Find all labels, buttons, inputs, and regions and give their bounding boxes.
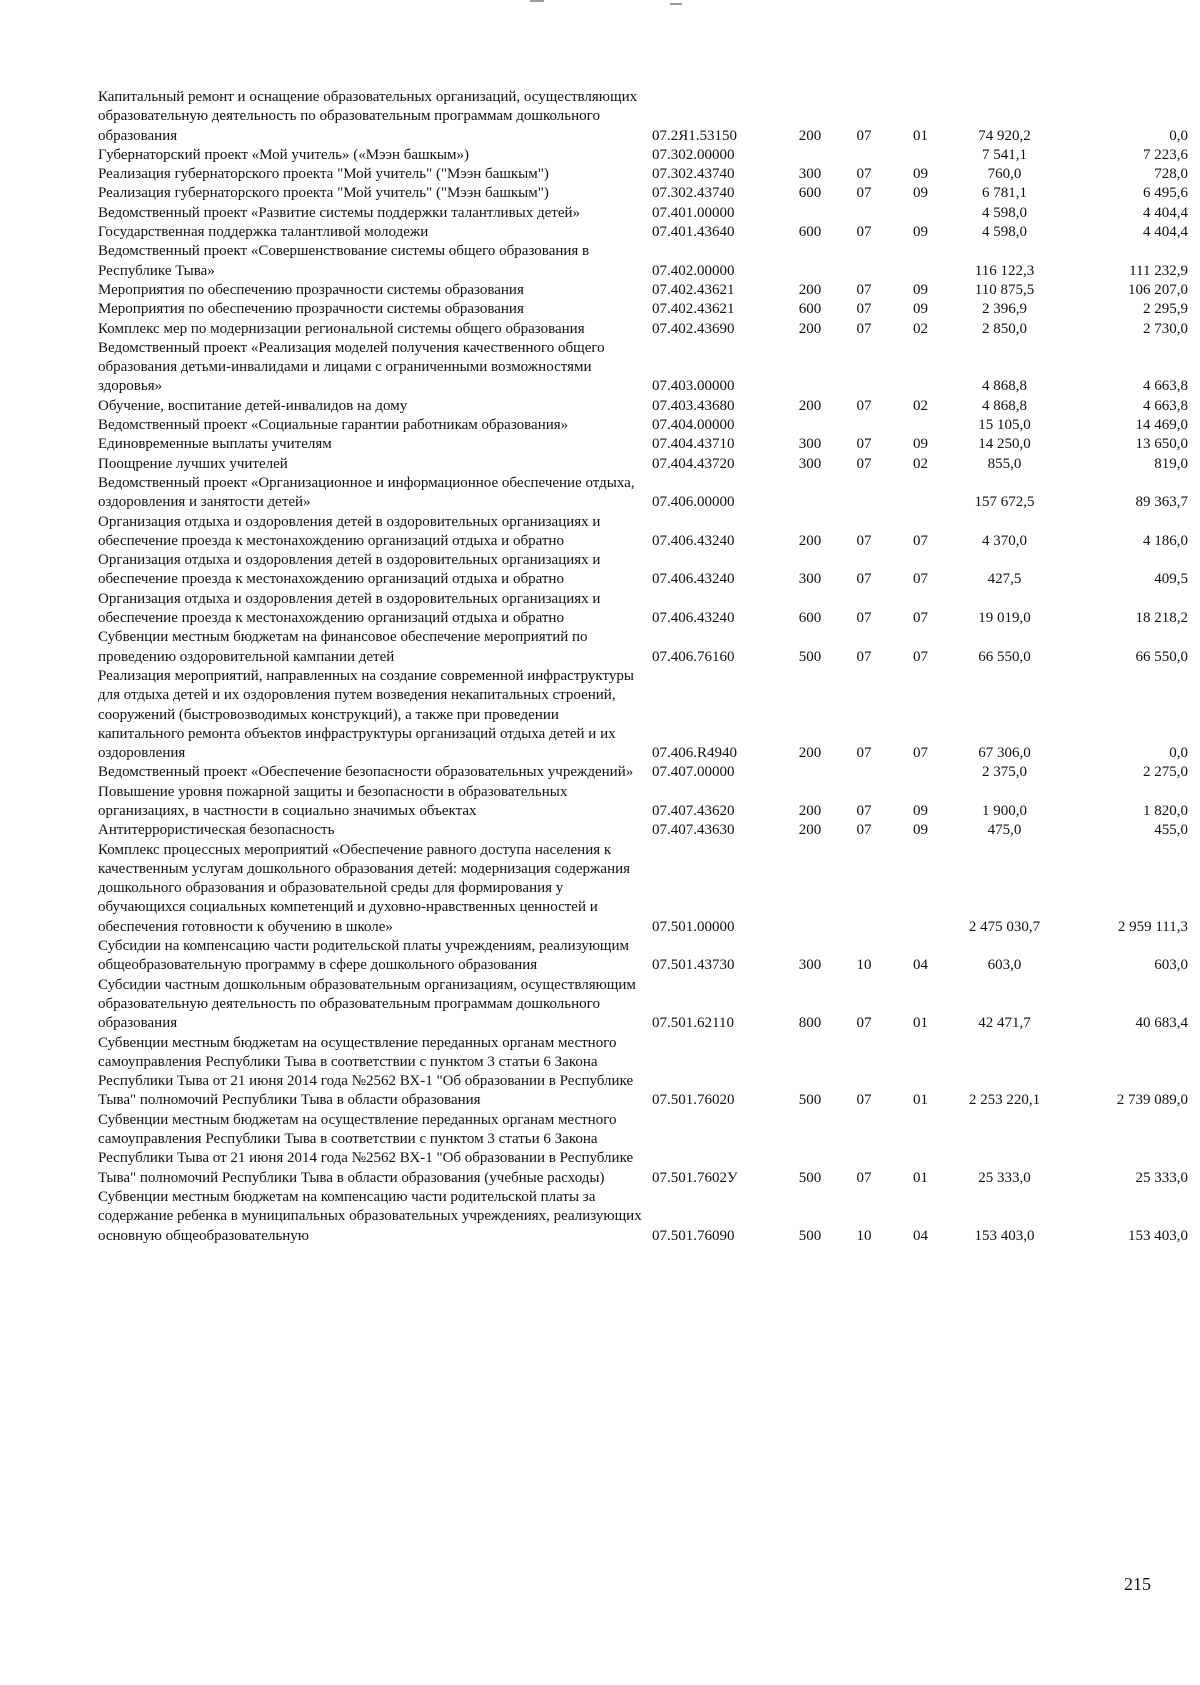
- row-pr: 09: [913, 301, 928, 318]
- row-pr: 09: [913, 166, 928, 183]
- row-vr: [785, 416, 835, 435]
- row-pr: [893, 204, 948, 223]
- row-name: Ведомственный проект «Совершенствование системы общего образования в Республике Тыва»: [98, 243, 590, 279]
- row-pr: 04: [913, 1227, 928, 1244]
- row-rz: 07: [856, 1015, 872, 1032]
- row-name: Мероприятия по обеспечению прозрачности системы образования: [98, 301, 524, 318]
- row-amount-year1: 2 475 030,7: [968, 918, 1041, 935]
- row-code: 07.404.43710: [652, 436, 735, 453]
- row-rz: 07: [856, 166, 872, 183]
- row-amount-year1: 74 920,2: [978, 127, 1031, 144]
- row-name: Комплекс процессных мероприятий «Обеспечение равного доступа населения к качественным услугам дошкольного образования детей: модернизация содержания дошкольного образования и образовательной среды для формирования у обучающихся социальных компетенций и духовно-нравственных ценностей и обеспечения готовности к обучению в школе»: [98, 841, 631, 935]
- row-rz: 07: [856, 436, 872, 453]
- row-rz: 10: [856, 957, 872, 974]
- row-amount-year1: 427,5: [987, 571, 1022, 588]
- row-amount-year2: 66 550,0: [1135, 648, 1188, 665]
- row-rz: [835, 242, 893, 281]
- row-vr: 200: [798, 822, 822, 839]
- table-row: [98, 590, 1200, 629]
- row-amount-year1: 4 868,8: [982, 378, 1027, 395]
- row-name: Субвенции местным бюджетам на осуществление переданных органам местного самоуправления Республики Тыва в соответствии с пунктом 3 статьи 6 Закона Республики Тыва от 21 июня 2014 года №2562 ВХ-1 "Об образовании в Республике Тыва" полномочий Республики Тыва в области образования: [98, 1034, 634, 1109]
- row-vr: 600: [798, 224, 822, 241]
- row-amount-year1: 2 375,0: [982, 764, 1027, 781]
- row-rz: 07: [856, 455, 872, 472]
- table-row: [98, 763, 1200, 782]
- row-pr: 07: [913, 532, 928, 549]
- row-pr: [893, 474, 948, 513]
- row-pr: 09: [913, 281, 928, 298]
- row-rz: 07: [856, 648, 872, 665]
- row-amount-year2: 106 207,0: [1128, 281, 1188, 298]
- table-row: [98, 397, 1200, 416]
- row-pr: 09: [913, 802, 928, 819]
- row-code: 07.501.76090: [652, 1227, 735, 1244]
- row-vr: [785, 763, 835, 782]
- row-rz: 07: [856, 301, 872, 318]
- row-code: 07.2Я1.53150: [652, 127, 738, 144]
- row-name: Государственная поддержка талантливой молодежи: [98, 224, 429, 241]
- row-name: Губернаторский проект «Мой учитель» («Мээн башкым»): [98, 146, 469, 163]
- row-amount-year2: 2 739 089,0: [1116, 1092, 1188, 1109]
- row-name: Субсидии на компенсацию части родительской платы учреждениям, реализующим общеобразовательную программу в сфере дошкольного образования: [98, 938, 629, 974]
- table-row: [98, 1034, 1200, 1111]
- row-vr: 600: [798, 610, 822, 627]
- table-row: [98, 841, 1200, 937]
- row-vr: 800: [798, 1015, 822, 1032]
- row-amount-year1: 15 105,0: [978, 417, 1031, 434]
- row-rz: 10: [856, 1227, 872, 1244]
- row-amount-year2: 18 218,2: [1135, 610, 1188, 627]
- row-code: 07.402.43621: [652, 301, 735, 318]
- row-pr: 09: [913, 224, 928, 241]
- row-rz: [835, 416, 893, 435]
- row-name: Антитеррористическая безопасность: [98, 822, 335, 839]
- row-amount-year2: 2 275,0: [1143, 764, 1188, 781]
- row-code: 07.501.00000: [652, 918, 735, 935]
- row-name: Капитальный ремонт и оснащение образовательных организаций, осуществляющих образовательную деятельность по образовательным программам дошкольного образования: [98, 89, 638, 144]
- row-amount-year2: 0,0: [1169, 745, 1188, 762]
- row-amount-year2: 7 223,6: [1143, 146, 1188, 163]
- row-code: 07.401.43640: [652, 224, 735, 241]
- row-name: Мероприятия по обеспечению прозрачности системы образования: [98, 281, 524, 298]
- row-code: 07.407.43630: [652, 822, 735, 839]
- row-vr: [785, 841, 835, 937]
- table-row: [98, 416, 1200, 435]
- row-code: 07.302.00000: [652, 146, 735, 163]
- table-row: [98, 628, 1200, 667]
- row-code: 07.407.43620: [652, 802, 735, 819]
- row-amount-year1: 7 541,1: [982, 146, 1027, 163]
- row-code: 07.402.43621: [652, 281, 735, 298]
- row-vr: [785, 242, 835, 281]
- row-amount-year2: 13 650,0: [1135, 436, 1188, 453]
- row-code: 07.406.43240: [652, 571, 735, 588]
- table-row: [98, 320, 1200, 339]
- row-amount-year2: 4 663,8: [1143, 378, 1188, 395]
- row-code: 07.402.43690: [652, 320, 735, 337]
- row-code: 07.403.00000: [652, 378, 735, 395]
- row-amount-year1: 4 868,8: [982, 397, 1027, 414]
- row-amount-year1: 42 471,7: [978, 1015, 1031, 1032]
- row-name: Ведомственный проект «Социальные гарантии работникам образования»: [98, 417, 569, 434]
- row-rz: 07: [856, 1092, 872, 1109]
- row-rz: 07: [856, 397, 872, 414]
- row-vr: 600: [798, 185, 822, 202]
- row-amount-year2: 14 469,0: [1135, 417, 1188, 434]
- table-row: [98, 513, 1200, 552]
- row-vr: 300: [798, 957, 822, 974]
- row-amount-year2: 1 820,0: [1143, 802, 1188, 819]
- table-row: [98, 146, 1200, 165]
- row-amount-year1: 475,0: [987, 822, 1022, 839]
- row-amount-year1: 4 598,0: [982, 204, 1027, 221]
- row-pr: [893, 146, 948, 165]
- row-code: 07.302.43740: [652, 185, 735, 202]
- table-row: [98, 783, 1200, 822]
- row-amount-year2: 4 404,4: [1143, 224, 1188, 241]
- row-code: 07.406.00000: [652, 494, 735, 511]
- row-rz: [835, 146, 893, 165]
- row-name: Реализация мероприятий, направленных на создание современной инфраструктуры для отдыха детей и их оздоровления путем возведения некапитальных строений, сооружений (быстровозводимых конструкций), а также при проведении капитального ремонта объектов инфраструктуры организаций отдыха детей и их оздоровления: [98, 667, 634, 762]
- row-name: Реализация губернаторского проекта "Мой учитель" ("Мээн башкым"): [98, 166, 549, 183]
- table-row: [98, 165, 1200, 184]
- row-pr: [893, 339, 948, 397]
- row-code: 07.302.43740: [652, 166, 735, 183]
- row-rz: 07: [856, 571, 872, 588]
- row-amount-year1: 2 850,0: [982, 320, 1027, 337]
- row-amount-year2: 89 363,7: [1135, 494, 1188, 511]
- row-vr: 200: [798, 802, 822, 819]
- row-rz: 07: [856, 1169, 872, 1186]
- row-pr: 07: [913, 571, 928, 588]
- row-amount-year1: 19 019,0: [978, 610, 1031, 627]
- table-row: [98, 242, 1200, 281]
- row-pr: 04: [913, 957, 928, 974]
- row-name: Ведомственный проект «Реализация моделей получения качественного общего образования детьми-инвалидами и лицами с ограниченными возможностями здоровья»: [98, 339, 605, 395]
- row-amount-year1: 4 598,0: [982, 224, 1027, 241]
- row-pr: 01: [913, 1169, 928, 1186]
- row-code: 07.407.00000: [652, 764, 735, 781]
- row-code: 07.402.00000: [652, 262, 735, 279]
- row-amount-year1: 66 550,0: [978, 648, 1031, 665]
- table-row: [98, 88, 1200, 146]
- row-name: Повышение уровня пожарной защиты и безопасности в образовательных организациях, в частности в социально значимых объектах: [98, 783, 568, 819]
- row-name: Единовременные выплаты учителям: [98, 436, 332, 453]
- row-vr: 200: [798, 745, 822, 762]
- row-amount-year1: 603,0: [987, 957, 1022, 974]
- row-vr: 200: [798, 127, 822, 144]
- row-amount-year2: 40 683,4: [1135, 1015, 1188, 1032]
- row-rz: 07: [856, 185, 872, 202]
- row-vr: 200: [798, 532, 822, 549]
- row-amount-year1: 25 333,0: [978, 1169, 1031, 1186]
- row-amount-year1: 4 370,0: [982, 532, 1027, 549]
- row-vr: 300: [798, 571, 822, 588]
- row-rz: 07: [856, 320, 872, 337]
- row-amount-year1: 14 250,0: [978, 436, 1031, 453]
- row-vr: [785, 204, 835, 223]
- row-amount-year2: 2 959 111,3: [1117, 918, 1188, 935]
- row-amount-year2: 603,0: [1154, 957, 1188, 974]
- row-rz: [835, 339, 893, 397]
- budget-table: [98, 88, 1200, 1246]
- row-amount-year2: 4 404,4: [1143, 204, 1188, 221]
- row-amount-year2: 111 232,9: [1129, 262, 1188, 279]
- row-amount-year1: 760,0: [987, 166, 1022, 183]
- row-rz: [835, 763, 893, 782]
- row-amount-year1: 110 875,5: [974, 281, 1035, 298]
- row-vr: 200: [798, 397, 822, 414]
- row-code: 07.401.00000: [652, 204, 735, 221]
- row-name: Комплекс мер по модернизации региональной системы общего образования: [98, 320, 585, 337]
- scan-artifact: [530, 0, 544, 2]
- table-row: [98, 551, 1200, 590]
- row-name: Организация отдыха и оздоровления детей в оздоровительных организациях и обеспечение проезда к местонахождению организаций отдыха и обратно: [98, 552, 601, 588]
- row-code: 07.406.43240: [652, 532, 735, 549]
- row-amount-year1: 855,0: [987, 455, 1022, 472]
- table-row: [98, 184, 1200, 203]
- row-rz: 07: [856, 224, 872, 241]
- row-amount-year2: 819,0: [1154, 455, 1188, 472]
- row-amount-year2: 4 663,8: [1143, 397, 1188, 414]
- row-code: 07.501.43730: [652, 957, 735, 974]
- row-vr: 300: [798, 436, 822, 453]
- row-rz: 07: [856, 822, 872, 839]
- row-code: 07.406.76160: [652, 648, 735, 665]
- row-rz: [835, 474, 893, 513]
- row-vr: [785, 339, 835, 397]
- row-vr: 500: [798, 1092, 822, 1109]
- row-rz: 07: [856, 281, 872, 298]
- row-rz: [835, 841, 893, 937]
- row-amount-year2: 0,0: [1169, 127, 1188, 144]
- row-vr: [785, 474, 835, 513]
- row-name: Реализация губернаторского проекта "Мой учитель" ("Мээн башкым"): [98, 185, 549, 202]
- row-code: 07.406.43240: [652, 610, 735, 627]
- row-pr: 01: [913, 1092, 928, 1109]
- row-code: 07.404.43720: [652, 455, 735, 472]
- row-pr: [893, 242, 948, 281]
- row-amount-year1: 153 403,0: [974, 1227, 1035, 1244]
- row-vr: 300: [798, 166, 822, 183]
- row-pr: 09: [913, 822, 928, 839]
- row-name: Субвенции местным бюджетам на финансовое обеспечение мероприятий по проведению оздоровительной кампании детей: [98, 629, 588, 665]
- row-amount-year2: 25 333,0: [1135, 1169, 1188, 1186]
- table-row: [98, 300, 1200, 319]
- table-row: [98, 937, 1200, 976]
- row-name: Субвенции местным бюджетам на осуществление переданных органам местного самоуправления Республики Тыва в соответствии с пунктом 3 статьи 6 Закона Республики Тыва от 21 июня 2014 года №2562 ВХ-1 "Об образовании в Республике Тыва" полномочий Республики Тыва в области образования (учебные расходы): [98, 1111, 634, 1186]
- row-code: 07.501.76020: [652, 1092, 735, 1109]
- row-amount-year1: 67 306,0: [978, 745, 1031, 762]
- row-name: Субсидии частным дошкольным образовательным организациям, осуществляющим образовательную деятельность по образовательным программам дошкольного образования: [98, 976, 636, 1032]
- row-vr: 500: [798, 1227, 822, 1244]
- row-rz: [835, 204, 893, 223]
- row-vr: 500: [798, 1169, 822, 1186]
- table-row: [98, 204, 1200, 223]
- row-amount-year2: 4 186,0: [1143, 532, 1188, 549]
- row-vr: 300: [798, 455, 822, 472]
- row-name: Организация отдыха и оздоровления детей в оздоровительных организациях и обеспечение проезда к местонахождению организаций отдыха и обратно: [98, 590, 601, 627]
- row-pr: 09: [913, 436, 928, 453]
- page-number: 215: [1124, 1574, 1151, 1594]
- table-row: [98, 667, 1200, 763]
- row-name: Ведомственный проект «Обеспечение безопасности образовательных учреждений»: [98, 764, 634, 781]
- row-pr: 07: [913, 648, 928, 665]
- table-row: [98, 1111, 1200, 1188]
- table-row: [98, 281, 1200, 300]
- table-row: [98, 223, 1200, 242]
- row-amount-year2: 153 403,0: [1128, 1227, 1188, 1244]
- table-row: [98, 435, 1200, 454]
- row-code: 07.406.R4940: [652, 745, 738, 762]
- row-amount-year2: 455,0: [1154, 822, 1188, 839]
- row-pr: [893, 841, 948, 937]
- row-pr: 07: [913, 610, 928, 627]
- row-code: 07.501.7602У: [652, 1169, 738, 1186]
- row-amount-year2: 728,0: [1154, 166, 1188, 183]
- row-vr: [785, 146, 835, 165]
- scan-artifact: [670, 3, 682, 5]
- row-amount-year1: 116 122,3: [974, 262, 1035, 279]
- row-pr: 02: [913, 455, 928, 472]
- row-vr: 600: [798, 301, 822, 318]
- row-pr: 07: [913, 745, 928, 762]
- row-amount-year1: 157 672,5: [974, 494, 1035, 511]
- row-name: Ведомственный проект «Развитие системы поддержки талантливых детей»: [98, 204, 581, 221]
- row-rz: 07: [856, 127, 872, 144]
- row-name: Поощрение лучших учителей: [98, 455, 288, 472]
- row-rz: 07: [856, 532, 872, 549]
- row-amount-year1: 2 253 220,1: [968, 1092, 1041, 1109]
- row-vr: 200: [798, 320, 822, 337]
- row-code: 07.404.00000: [652, 417, 735, 434]
- table-row: [98, 455, 1200, 474]
- table-row: [98, 821, 1200, 840]
- table-row: [98, 474, 1200, 513]
- row-pr: 01: [913, 127, 928, 144]
- row-rz: 07: [856, 610, 872, 627]
- table-row: [98, 339, 1200, 397]
- row-name: Субвенции местным бюджетам на компенсацию части родительской платы за содержание ребенка в муниципальных образовательных учреждениях, реализующих основную общеобразовательную: [98, 1188, 642, 1244]
- row-amount-year2: 6 495,6: [1143, 185, 1188, 202]
- table-body: [98, 88, 1200, 1246]
- row-pr: 02: [913, 397, 928, 414]
- row-vr: 200: [798, 281, 822, 298]
- row-amount-year2: 2 730,0: [1143, 320, 1188, 337]
- row-rz: 07: [856, 802, 872, 819]
- row-pr: 09: [913, 185, 928, 202]
- row-amount-year2: 409,5: [1154, 571, 1188, 588]
- row-pr: 02: [913, 320, 928, 337]
- row-code: 07.403.43680: [652, 397, 735, 414]
- row-amount-year1: 2 396,9: [982, 301, 1027, 318]
- row-pr: [893, 763, 948, 782]
- row-rz: 07: [856, 745, 872, 762]
- row-amount-year1: 6 781,1: [982, 185, 1027, 202]
- row-name: Обучение, воспитание детей-инвалидов на дому: [98, 397, 408, 414]
- row-pr: 01: [913, 1015, 928, 1032]
- row-code: 07.501.62110: [652, 1015, 734, 1032]
- table-row: [98, 976, 1200, 1034]
- row-name: Организация отдыха и оздоровления детей в оздоровительных организациях и обеспечение проезда к местонахождению организаций отдыха и обратно: [98, 513, 601, 549]
- row-amount-year2: 2 295,9: [1143, 301, 1188, 318]
- row-vr: 500: [798, 648, 822, 665]
- row-pr: [893, 416, 948, 435]
- row-amount-year1: 1 900,0: [982, 802, 1027, 819]
- table-row: [98, 1188, 1200, 1246]
- row-name: Ведомственный проект «Организационное и информационное обеспечение отдыха, оздоровления и занятости детей»: [98, 474, 635, 511]
